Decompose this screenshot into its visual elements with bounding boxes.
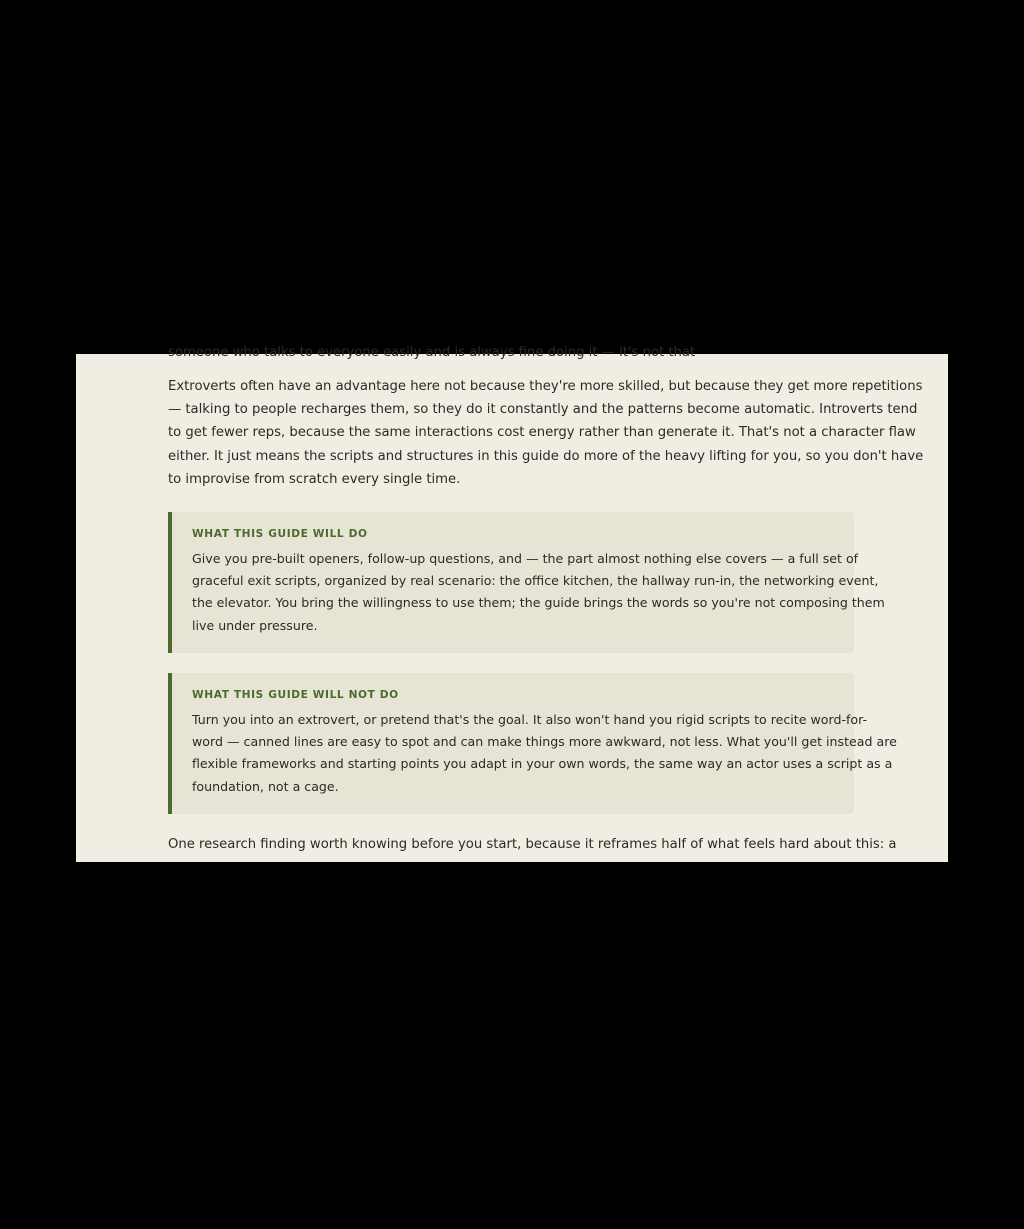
paragraph-line: Extroverts often have an advantage here not because they're more skilled, but because they get more repetitions: [168, 379, 923, 394]
callout-label: WHAT THIS GUIDE WILL DO: [192, 528, 368, 540]
paragraph-line: — talking to people recharges them, so they do it constantly and the patterns become automatic. Introverts tend: [168, 402, 918, 418]
callout-line: Give you pre-built openers, follow-up questions, and — the part almost nothing else covers — a full set of: [192, 551, 859, 566]
callout-line: flexible frameworks and starting points you adapt in your own words, the same way an actor uses a script as a: [192, 756, 893, 772]
callout-line: live under pressure.: [192, 617, 318, 633]
callout-line: the elevator. You bring the willingness to use them; the guide brings the words so you're not composing them: [192, 595, 885, 611]
callout-body: [192, 548, 885, 637]
callout-line: word — canned lines are easy to spot and can make things more awkward, not less. What you'll get instead are: [192, 734, 897, 750]
paragraph-line: either. It just means the scripts and structures in this guide do more of the heavy lifting for you, so you don't have: [168, 448, 924, 464]
article-page: [76, 345, 948, 862]
callout-will-do: [168, 512, 885, 653]
callout-body: [192, 709, 897, 798]
callout-line: graceful exit scripts, organized by real scenario: the office kitchen, the hallway run-in, the networking event,: [192, 573, 879, 589]
cut-off-text-line: someone who talks to everyone easily and is always fine doing it — it's not that: [168, 345, 696, 360]
callout-label: WHAT THIS GUIDE WILL NOT DO: [192, 689, 399, 701]
paragraph-line: One research finding worth knowing before you start, because it reframes half of what feels hard about this: a: [168, 837, 897, 852]
intro-paragraph: [168, 375, 924, 491]
paragraph-line: to improvise from scratch every single time.: [168, 471, 461, 487]
callout-will-not-do: [168, 673, 897, 814]
closing-paragraph: [168, 833, 897, 856]
callout-line: foundation, not a cage.: [192, 778, 339, 794]
paragraph-line: to get fewer reps, because the same interactions cost energy rather than generate it. That's not a character flaw: [168, 425, 916, 441]
callout-line: Turn you into an extrovert, or pretend that's the goal. It also won't hand you rigid scripts to recite word-for-: [192, 712, 868, 727]
